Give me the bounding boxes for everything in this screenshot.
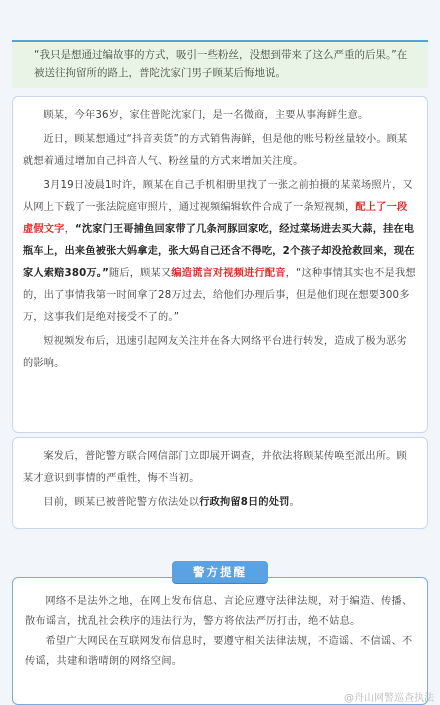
fake-story-quote: “沈家门王哥捕鱼回家带了几条河豚回家吃，经过菜场进去买大蒜，挂在电瓶车上，出来鱼被张大妈拿走，张大妈自己还含不得吃，2个孩子却没抢救回来，现在家人索赔380万。” <box>23 224 415 279</box>
paragraph-investigation: 案发后，普陀警方联合网信部门立即展开调查，并依法将顾某传唤至派出所。顾某才意识到事情的严重性，悔不当初。 <box>23 451 407 484</box>
penalty-highlight: 行政拘留8日的处罚 <box>199 497 290 508</box>
incident-text-b: ， <box>64 224 75 235</box>
penalty-text-b: 。 <box>289 497 300 508</box>
incident-text-d: ，“这种事情其实也不是我想的，出了事情我第一时间拿了28万过去，给他们办理后事，但是他们现在想要300多万，这事我们是绝对接受不了的。” <box>23 268 416 323</box>
paragraph-penalty <box>23 492 417 514</box>
paragraph-intro: 顾某，今年36岁，家住普陀沈家门，是一名微商，主要从事海鲜生意。 <box>43 110 369 121</box>
reminder-paragraph-2: 希望广大网民在互联网发布信息时，要遵守相关法律法规，不造谣、不信谣、不传谣，共建和谐晴朗的网络空间。 <box>25 636 413 667</box>
highlight-fake-text: 配上了一段虚假文字 <box>23 202 408 235</box>
paragraph-incident <box>23 175 417 329</box>
incident-text-c: 随后，顾某又 <box>109 268 172 279</box>
quote-text: “我只是想通过编故事的方式，吸引一些粉丝，没想到带来了这么严重的后果。”在被送往拘留所的路上，普陀沈家门男子顾某后悔地说。 <box>34 49 408 79</box>
police-reminder-badge: 警方提醒 <box>172 561 268 583</box>
reminder-paragraph-1: 网络不是法外之地，在网上发布信息、言论应遵守法律法规，对于编造、传播、散布谣言，扰乱社会秩序的违法行为，警方将依法严厉打击，绝不姑息。 <box>25 596 413 627</box>
paragraph-motive: 近日，顾某想通过“抖音卖货”的方式销售海鲜，但是他的账号粉丝量较小。顾某就想着通过增加自己抖音人气、粉丝量的方式来增加关注度。 <box>23 134 408 167</box>
story-card <box>12 96 428 433</box>
incident-text-a: 3月19日凌晨1时许，顾某在自己手机相册里找了一张之前拍摄的某菜场照片，又从网上下载了一张法院庭审照片，通过视频编辑软件合成了一条短视频， <box>23 180 413 213</box>
outcome-card <box>12 437 428 529</box>
highlight-fake-voiceover: 编造谎言对视频进行配音 <box>171 268 286 279</box>
quote-block <box>12 40 428 88</box>
watermark: @舟山网警巡查执法 <box>344 693 434 704</box>
paragraph-impact: 短视频发布后，迅速引起网友关注并在各大网络平台进行转发，造成了极为恶劣的影响。 <box>23 336 407 369</box>
penalty-text-a: 目前，顾某已被普陀警方依法处以 <box>43 497 200 508</box>
police-reminder-box <box>12 577 428 705</box>
